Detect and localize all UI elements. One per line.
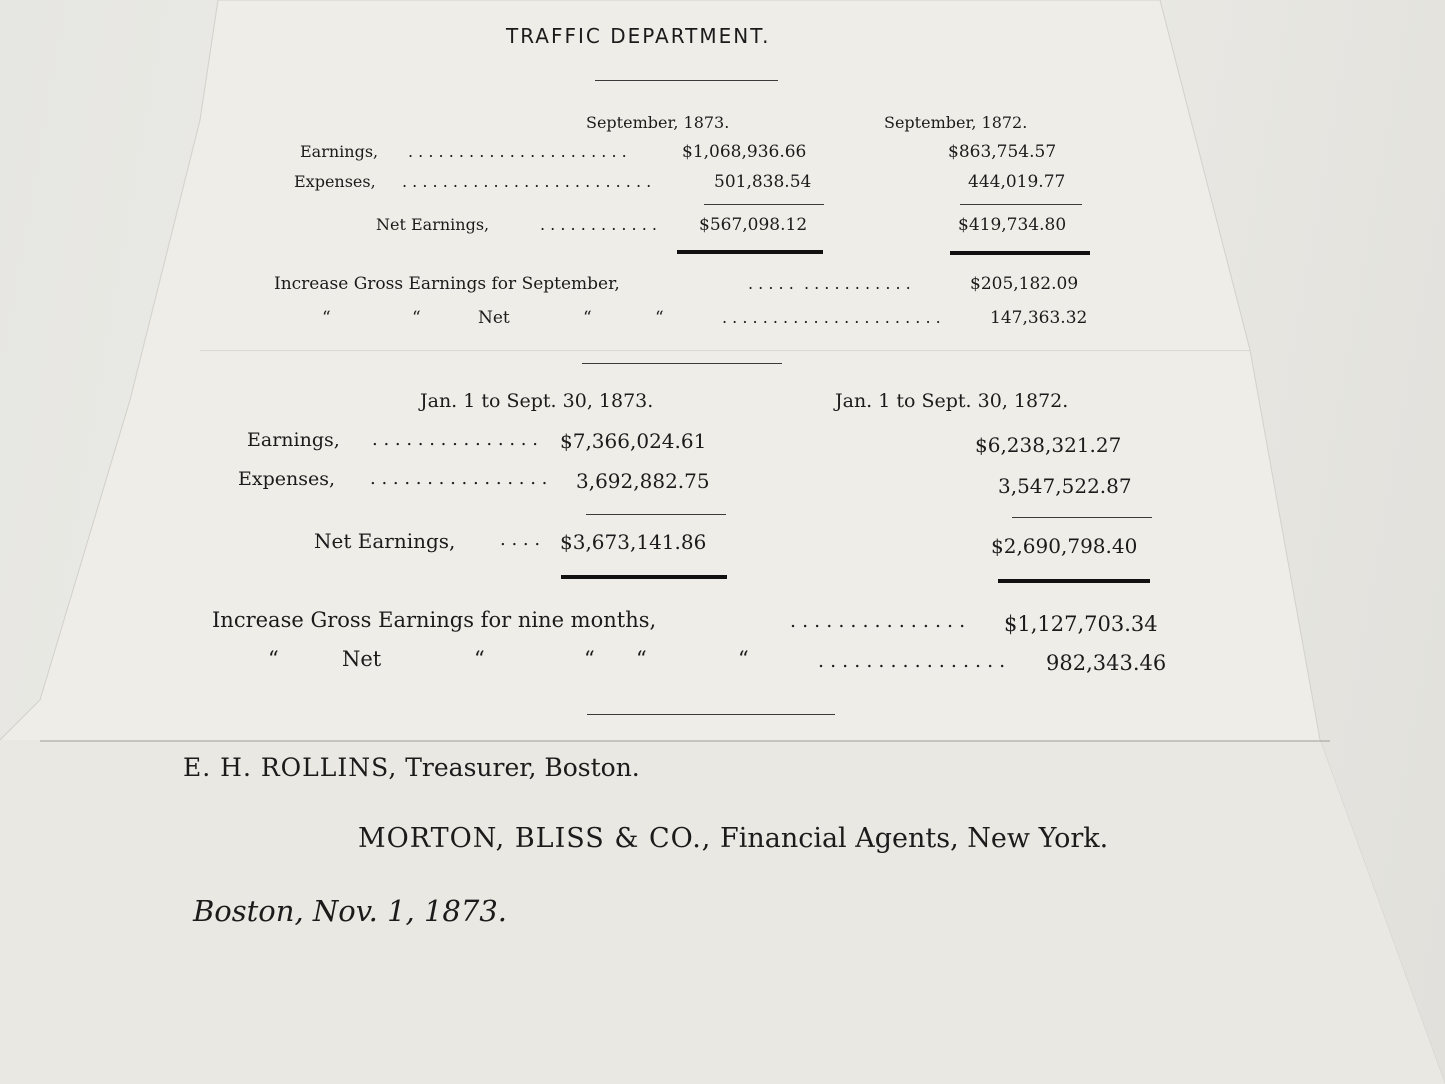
monthly-net-1873: $567,098.12 [699, 215, 808, 235]
ninemonth-net-ditto-5: “ [738, 647, 749, 671]
monthly-net-leader: . . . . . . . . . . . . [540, 215, 657, 234]
monthly-expenses-1872: 444,019.77 [968, 172, 1066, 192]
monthly-earnings-label: Earnings, [300, 142, 379, 161]
ninemonth-increase-gross-value: $1,127,703.34 [1004, 612, 1158, 636]
monthly-earnings-1873: $1,068,936.66 [682, 142, 807, 162]
ninemonth-net-leader: . . . . [500, 529, 541, 550]
ninemonth-earnings-1872: $6,238,321.27 [975, 433, 1122, 457]
monthly-subtotal-rule-1873 [704, 204, 824, 205]
monthly-net-1872: $419,734.80 [958, 215, 1067, 235]
monthly-increase-gross-label: Increase Gross Earnings for September, [274, 274, 620, 294]
ninemonth-total-rule-1873 [561, 575, 727, 579]
ninemonth-net-label: Net Earnings, [314, 529, 456, 553]
monthly-earnings-leader: . . . . . . . . . . . . . . . . . . . . . . [408, 142, 627, 161]
monthly-increase-gross-value: $205,182.09 [970, 274, 1079, 294]
ninemonth-net-1873: $3,673,141.86 [560, 530, 707, 554]
agents-name: MORTON, BLISS & CO., [358, 823, 712, 854]
ninemonth-col1-label: Jan. 1 to Sept. 30, 1873. [420, 390, 654, 412]
ninemonth-net-ditto-1: “ [268, 647, 279, 671]
ninemonth-earnings-label: Earnings, [247, 429, 340, 451]
ninemonth-net-ditto-2: “ [474, 647, 485, 671]
title-divider [595, 80, 778, 81]
monthly-col2-label: September, 1872. [884, 113, 1028, 132]
ninemonth-expenses-1872: 3,547,522.87 [998, 474, 1132, 498]
fold-crease-upper [200, 350, 1250, 351]
monthly-net-ditto-1: “ [322, 308, 331, 328]
ninemonth-expenses-label: Expenses, [238, 468, 336, 490]
monthly-subtotal-rule-1872 [960, 204, 1082, 205]
ninemonth-expenses-leader: . . . . . . . . . . . . . . . . [370, 468, 548, 489]
monthly-expenses-label: Expenses, [294, 172, 376, 191]
dateline: Boston, Nov. 1, 1873. [193, 894, 508, 928]
ninemonth-increase-net-value: 982,343.46 [1046, 651, 1167, 675]
monthly-net-ditto-2: “ [412, 308, 421, 328]
ninemonth-increase-net-leader: . . . . . . . . . . . . . . . . [818, 650, 1006, 672]
ninemonth-net-ditto-4: “ [636, 647, 647, 671]
monthly-increase-net-leader: . . . . . . . . . . . . . . . . . . . . . . [722, 308, 941, 327]
fold-crease-lower [40, 740, 1330, 742]
treasurer-role: Treasurer, Boston. [397, 753, 640, 782]
ninemonth-increase-gross-label: Increase Gross Earnings for nine months, [212, 608, 657, 632]
ninemonth-earnings-leader: . . . . . . . . . . . . . . . [372, 429, 538, 450]
ninemonth-increase-net-word: Net [342, 647, 382, 671]
monthly-col1-label: September, 1873. [586, 113, 730, 132]
monthly-expenses-leader: . . . . . . . . . . . . . . . . . . . . . . . . . [402, 172, 652, 191]
agents-line [358, 823, 1108, 854]
agents-role: Financial Agents, New York. [711, 823, 1109, 854]
ninemonth-earnings-1873: $7,366,024.61 [560, 429, 707, 453]
monthly-total-rule-1873 [677, 250, 823, 254]
monthly-net-ditto-3: “ [583, 308, 592, 328]
ninemonth-net-1872: $2,690,798.40 [991, 534, 1138, 558]
monthly-increase-gross-leader: . . . . . . . . . . . . . . . . [748, 274, 911, 293]
page-title: TRAFFIC DEPARTMENT. [506, 24, 771, 48]
ninemonth-expenses-1873: 3,692,882.75 [576, 469, 710, 493]
ninemonth-increase-gross-leader: . . . . . . . . . . . . . . . [790, 610, 966, 632]
monthly-total-rule-1872 [950, 251, 1090, 255]
monthly-increase-net-value: 147,363.32 [990, 308, 1088, 328]
ninemonth-total-rule-1872 [998, 579, 1150, 583]
closing-divider [587, 714, 835, 715]
ninemonth-col2-label: Jan. 1 to Sept. 30, 1872. [835, 390, 1069, 412]
monthly-expenses-1873: 501,838.54 [714, 172, 812, 192]
treasurer-name: E. H. ROLLINS, [183, 753, 398, 782]
treasurer-line [183, 753, 640, 782]
ninemonth-subtotal-rule-1872 [1012, 517, 1152, 518]
monthly-earnings-1872: $863,754.57 [948, 142, 1057, 162]
ninemonth-subtotal-rule-1873 [586, 514, 726, 515]
monthly-net-ditto-4: “ [655, 308, 664, 328]
monthly-increase-net-word: Net [478, 308, 510, 328]
section-divider [582, 363, 782, 364]
ninemonth-net-ditto-3: “ [584, 647, 595, 671]
monthly-net-label: Net Earnings, [376, 215, 490, 234]
